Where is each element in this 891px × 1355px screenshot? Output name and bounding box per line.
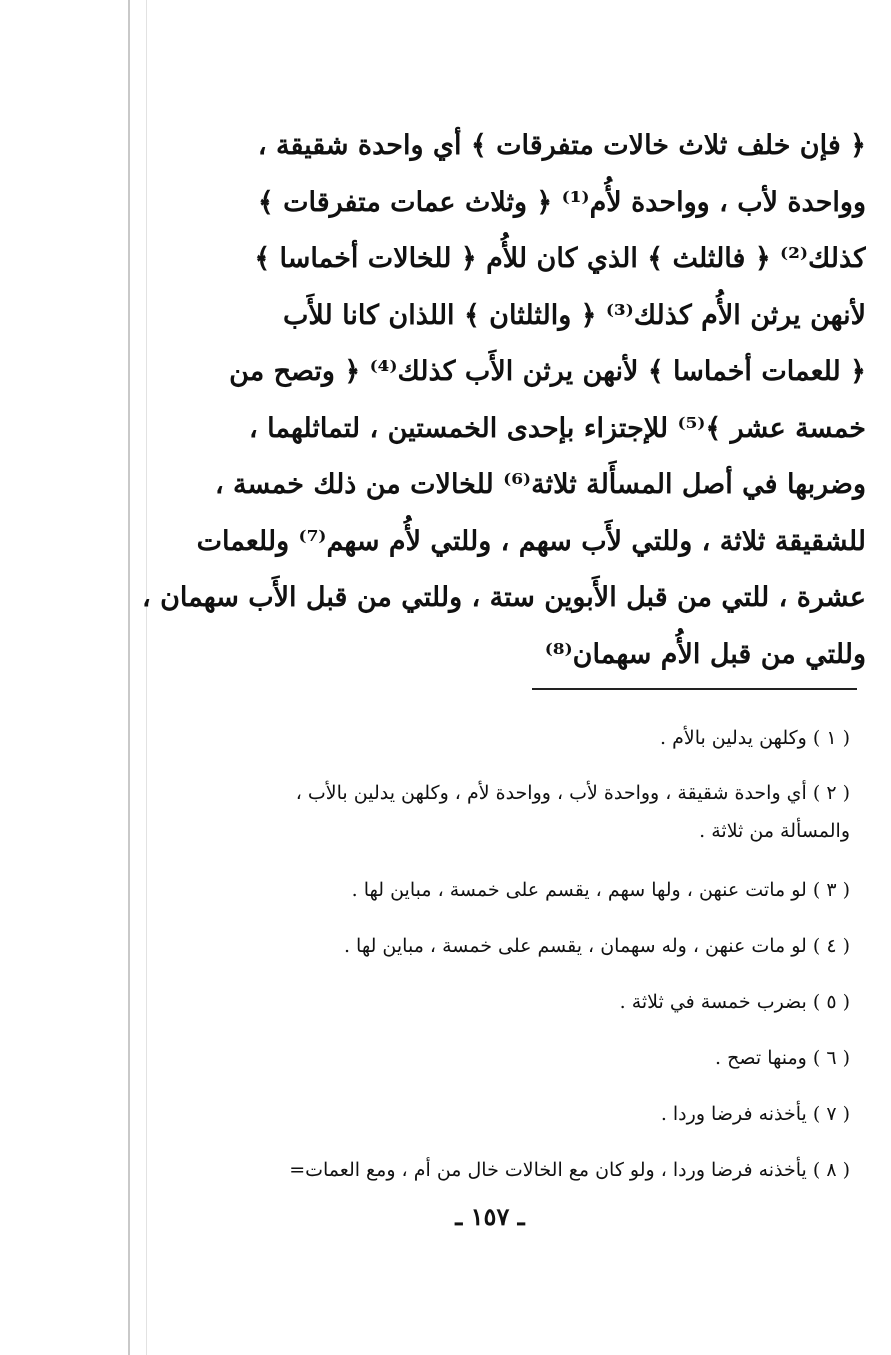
- footnote-8: ( ٨ ) يأخذنه فرضا وردا ، ولو كان مع الخالات خال من أم ، ومع العمات=: [289, 1159, 850, 1181]
- footnote-1: ( ١ ) وكلهن يدلين بالأم .: [660, 727, 850, 749]
- footnote-2-line-2: والمسألة من ثلاثة .: [699, 820, 850, 842]
- footnote-separator: [532, 688, 857, 690]
- main-text-block: [120, 118, 866, 683]
- footnote-6: ( ٦ ) ومنها تصح .: [715, 1047, 850, 1069]
- main-text-line: وواحدة لأب ، وواحدة لأُم⁽¹⁾ ﴿ وثلاث عمات متفرقات ﴾: [257, 186, 866, 218]
- main-text-line: وضربها في أصل المسأَلة ثلاثة⁽⁶⁾ للخالات من ذلك خمسة ،: [214, 469, 866, 500]
- main-text-line: للشقيقة ثلاثة ، وللتي لأَب سهم ، وللتي لأُم سهم⁽⁷⁾ وللعمات: [196, 525, 866, 557]
- main-text-line: عشرة ، للتي من قبل الأَبوين ستة ، وللتي من قبل الأَب سهمان ،: [141, 582, 866, 613]
- footnotes-block: [120, 718, 850, 1206]
- footnote-7: ( ٧ ) يأخذنه فرضا وردا .: [660, 1103, 850, 1125]
- main-text-line: ﴿ فإن خلف ثلاث خالات متفرقات ﴾ أي واحدة شقيقة ،: [257, 130, 866, 161]
- footnote-4: ( ٤ ) لو مات عنهن ، وله سهمان ، يقسم على خمسة ، مباين لها .: [343, 935, 850, 957]
- footnote-2: [120, 774, 850, 870]
- main-text-line: ﴿ للعمات أخماسا ﴾ لأنهن يرثن الأَب كذلك⁽⁴⁾ ﴿ وتصح من: [229, 356, 866, 387]
- main-text-line: لأنهن يرثن الأُم كذلك⁽³⁾ ﴿ والثلثان ﴾ اللذان كانا للأَب: [283, 299, 866, 331]
- footnote-2-line-1: ( ٢ ) أي واحدة شقيقة ، وواحدة لأب ، وواحدة لأم ، وكلهن يدلين بالأب ،: [295, 782, 850, 804]
- main-text-line: خمسة عشر ﴾⁽⁵⁾ للإجتزاء بإحدى الخمستين ، لتماثلهما ،: [249, 412, 866, 444]
- footnote-3: ( ٣ ) لو ماتت عنهن ، ولها سهم ، يقسم على خمسة ، مباين لها .: [351, 879, 850, 901]
- main-text-line: وللتي من قبل الأُم سهمان⁽⁸⁾: [544, 638, 866, 670]
- page-number: ـ ١٥٧ ـ: [455, 1202, 525, 1231]
- main-text-line: كذلك⁽²⁾ ﴿ فالثلث ﴾ الذي كان للأُم ﴿ للخالات أخماسا ﴾: [254, 243, 866, 274]
- footnote-5: ( ٥ ) بضرب خمسة في ثلاثة .: [619, 991, 850, 1013]
